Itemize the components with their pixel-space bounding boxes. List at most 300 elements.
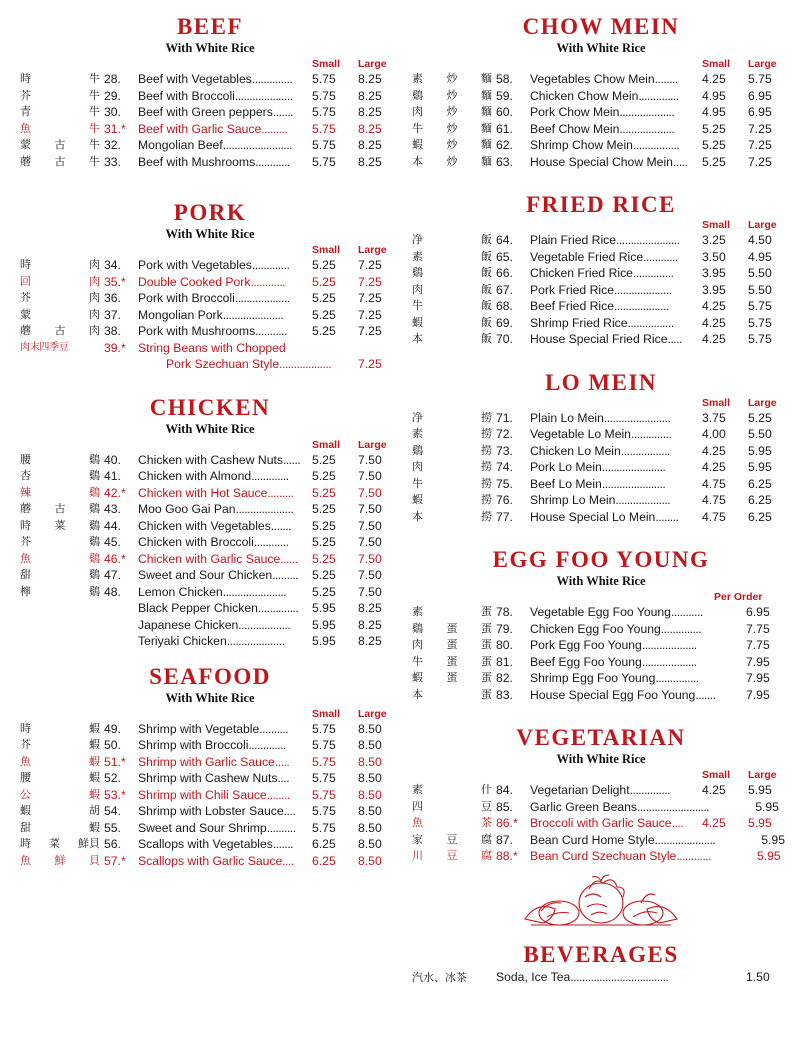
item-number: 53.*: [104, 787, 126, 802]
menu-item[interactable]: [412, 121, 790, 138]
menu-item[interactable]: [20, 274, 400, 291]
menu-item[interactable]: [412, 459, 790, 476]
section-title-chow-mein: CHOW MEIN: [522, 14, 680, 39]
price-header-small: Small: [312, 438, 341, 451]
price-large: 7.25: [358, 274, 382, 289]
price-large: 7.50: [358, 568, 382, 582]
item-name: Scallops with Garlic Sauce....: [138, 853, 294, 868]
chinese-name: 芥 牛: [20, 88, 100, 102]
item-number: 77.: [496, 509, 513, 524]
menu-item[interactable]: [412, 637, 790, 654]
item-number: 33.: [104, 154, 121, 169]
price-small: 5.25: [702, 138, 726, 152]
chinese-name: 杏 鷄: [20, 469, 100, 482]
price-header-small: Small: [702, 58, 731, 70]
price-small: 6.25: [312, 837, 336, 851]
chinese-name: 素 蛋: [412, 605, 492, 618]
menu-item[interactable]: [20, 633, 400, 650]
menu-item[interactable]: [412, 604, 790, 621]
price-large: 7.50: [358, 469, 382, 483]
menu-item[interactable]: [412, 621, 790, 638]
price-large: 7.50: [358, 452, 382, 467]
menu-item[interactable]: [412, 88, 790, 105]
menu-item[interactable]: [20, 803, 400, 820]
chinese-name: 素 什: [412, 783, 492, 796]
chinese-name: 蘑 古 鷄: [20, 502, 100, 515]
item-number: 88.*: [496, 849, 518, 863]
chinese-name: 牛 飯: [412, 299, 492, 312]
section-title-chicken: CHICKEN: [149, 394, 271, 420]
spacer: [412, 174, 790, 192]
menu-item[interactable]: [412, 654, 790, 671]
menu-item[interactable]: [20, 121, 400, 138]
price-small: 6.25: [312, 853, 336, 868]
price-small: 4.25: [702, 460, 726, 474]
price-small: 3.75: [702, 410, 726, 425]
price-small: 5.75: [312, 721, 336, 736]
item-number: 75.: [496, 476, 513, 491]
item-name: Shrimp Lo Mein...................: [530, 493, 671, 507]
item-name: House Special Chow Mein.....: [530, 154, 688, 169]
item-name: Double Cooked Pork............: [138, 274, 286, 289]
section-title-seafood: SEAFOOD: [149, 663, 271, 689]
spacer: [412, 707, 790, 725]
price-small: 5.25: [312, 307, 336, 322]
item-number: 50.: [104, 738, 121, 752]
menu-item[interactable]: [20, 600, 400, 617]
item-number: 64.: [496, 233, 513, 247]
menu-item[interactable]: [412, 848, 790, 865]
price-large: 6.25: [748, 476, 772, 491]
item-number: 35.*: [104, 274, 126, 289]
menu-item[interactable]: [412, 799, 790, 816]
menu-item[interactable]: [20, 340, 400, 357]
item-number: 45.: [104, 535, 121, 549]
item-name: Shrimp Chow Mein................: [530, 138, 680, 152]
section-subtitle-chicken: With White Rice: [165, 421, 255, 436]
menu-item[interactable]: [412, 154, 790, 171]
chinese-name: 家 豆 腐: [412, 832, 492, 846]
menu-items-pork: [20, 257, 400, 373]
item-number: 76.: [496, 493, 513, 507]
item-name: Beef with Mushrooms............: [138, 154, 290, 169]
price-large: 5.95: [748, 443, 772, 458]
menu-item[interactable]: [20, 71, 400, 88]
menu-item[interactable]: [412, 71, 790, 88]
menu-item[interactable]: [412, 443, 790, 460]
chinese-name: 檸 鷄: [20, 584, 100, 598]
price-small: 5.25: [312, 584, 336, 599]
price-large: 7.50: [358, 584, 382, 599]
spacer: [412, 529, 790, 547]
price-large: 6.25: [748, 509, 772, 524]
item-name: Beef Fried Rice...................: [530, 299, 669, 313]
price-large: 6.25: [748, 493, 772, 507]
menu-item[interactable]: [412, 232, 790, 249]
price-large: 8.25: [358, 617, 382, 632]
item-name: Shrimp Fried Rice................: [530, 315, 674, 330]
chinese-name: 肉 飯: [412, 282, 492, 296]
price: 1.50: [746, 969, 770, 984]
menu-item[interactable]: [20, 721, 400, 738]
menu-item[interactable]: [412, 782, 790, 799]
chinese-name: 鷄 炒 麵: [412, 88, 492, 102]
item-number: 58.: [496, 72, 513, 86]
item-name: Pork Egg Foo Young...................: [530, 638, 697, 652]
menu-item[interactable]: [20, 323, 400, 340]
section-egg-foo-young: [412, 547, 790, 703]
item-name: Plain Fried Rice......................: [530, 233, 680, 247]
price-small: 4.25: [702, 816, 726, 830]
menu-item[interactable]: [20, 154, 400, 171]
price-small: 4.25: [702, 783, 726, 797]
item-number: 72.: [496, 427, 513, 441]
menu-items-chicken: [20, 452, 400, 650]
chinese-name: 鷄 飯: [412, 266, 492, 279]
item-number: 28.: [104, 72, 121, 86]
menu-item[interactable]: [412, 331, 790, 348]
item-name: Beef Chow Mein...................: [530, 121, 675, 136]
price-large: 5.95: [756, 849, 781, 863]
menu-item[interactable]: [20, 290, 400, 307]
chinese-name: 魚 牛: [20, 121, 100, 135]
spacer: [20, 654, 400, 664]
chinese-name: 净 撈: [412, 410, 492, 424]
price-large: 8.50: [358, 804, 382, 818]
item-name: String Beans with Chopped: [138, 340, 286, 355]
item-number: 60.: [496, 105, 513, 119]
item-number: 61.: [496, 121, 513, 136]
item-number: 83.: [496, 687, 513, 702]
chinese-name: 本 炒 麵: [412, 154, 492, 168]
price-large: 8.50: [358, 738, 382, 752]
menu-item[interactable]: [412, 104, 790, 121]
menu-item[interactable]: [20, 307, 400, 324]
chinese-name: 肉 蛋 蛋: [412, 638, 492, 651]
item-name: Pork Fried Rice....................: [530, 282, 672, 297]
chinese-name: 芥 蝦: [20, 738, 100, 751]
menu-item[interactable]: [20, 534, 400, 551]
price-header-fried-rice: [412, 219, 790, 231]
price-small: 5.75: [312, 105, 336, 119]
menu-item[interactable]: [412, 509, 790, 526]
price-header-large: Large: [748, 58, 777, 70]
price-header-large: Large: [358, 244, 387, 256]
price-large: 8.50: [358, 837, 382, 851]
section-pork: [20, 200, 400, 373]
chinese-name: 公 蝦: [20, 787, 100, 801]
chinese-name: 甜 鷄: [20, 568, 100, 581]
price-header-large: Large: [748, 219, 777, 231]
price-small: 4.00: [702, 427, 726, 441]
item-number: 62.: [496, 138, 513, 152]
menu-item[interactable]: [412, 832, 790, 849]
item-number: 40.: [104, 452, 121, 467]
price-small: 5.25: [312, 485, 336, 500]
menu-item[interactable]: [20, 754, 400, 771]
menu-item[interactable]: [20, 518, 400, 535]
section-subtitle-pork: With White Rice: [165, 227, 255, 241]
price-large: 5.25: [748, 410, 772, 425]
menu-item[interactable]: [20, 770, 400, 787]
chinese-name: 蘑 古 牛: [20, 154, 100, 168]
menu-item[interactable]: [20, 551, 400, 568]
item-name: Shrimp with Chili Sauce........: [138, 787, 290, 802]
spacer: [20, 377, 400, 395]
price-small: 4.75: [702, 509, 726, 524]
price-small: 5.75: [312, 121, 336, 136]
chinese-name: 蝦 蛋 蛋: [412, 671, 492, 684]
menu-items-seafood: [20, 721, 400, 870]
chinese-name: 蝦 飯: [412, 315, 492, 329]
price-header-small: Small: [702, 219, 731, 231]
menu-item[interactable]: [20, 853, 400, 870]
chinese-name: 魚 鮮 貝: [20, 853, 100, 867]
price-small: 4.95: [702, 88, 726, 103]
price-large: 7.25: [358, 258, 382, 272]
menu-item[interactable]: [412, 687, 790, 704]
chinese-name: 腰 蝦: [20, 771, 100, 784]
menu-item[interactable]: [20, 617, 400, 634]
chinese-name: 素 炒 麵: [412, 72, 492, 85]
menu-item[interactable]: [20, 257, 400, 274]
price-large: 8.25: [358, 88, 382, 103]
item-name: Chicken with Cashew Nuts......: [138, 452, 301, 467]
menu-item[interactable]: [20, 452, 400, 469]
menu-item[interactable]: [20, 737, 400, 754]
price-large: 7.50: [358, 502, 382, 516]
price-large: 5.95: [761, 832, 785, 847]
chinese-name: 蝦 撈: [412, 493, 492, 506]
menu-items-lo-mein: [412, 410, 790, 526]
menu-items-vegetarian: [412, 782, 790, 865]
item-name: Vegetable Fried Rice............: [530, 249, 678, 264]
price-header-large: Large: [748, 769, 777, 781]
section-vegetarian: [412, 725, 790, 865]
price-small: 5.75: [312, 754, 336, 769]
menu-item[interactable]: [20, 836, 400, 853]
chinese-name: 魚 鷄: [20, 551, 100, 565]
menu-item[interactable]: [412, 670, 790, 687]
chinese-name: 青 牛: [20, 105, 100, 118]
menu-items-egg-foo-young: [412, 604, 790, 703]
price-small: 5.95: [312, 634, 336, 648]
price-large: 5.50: [748, 266, 772, 280]
chinese-name: 鷄 撈: [412, 443, 492, 457]
price-large: 8.50: [358, 853, 382, 868]
item-name: Vegetables Chow Mein........: [530, 72, 678, 86]
item-number: 71.: [496, 410, 513, 425]
item-name: Chicken Egg Foo Young..............: [530, 621, 702, 636]
price-large: 5.75: [748, 72, 772, 86]
price-header-pork: [20, 244, 400, 256]
price-small: 5.25: [312, 518, 336, 533]
item-name: Mongolian Beef........................: [138, 138, 292, 152]
price-large: 7.50: [358, 551, 382, 566]
menu-item[interactable]: [412, 969, 790, 986]
menu-item[interactable]: [412, 476, 790, 493]
item-name: Mongolian Pork.....................: [138, 307, 284, 322]
menu-item[interactable]: [412, 315, 790, 332]
menu-item[interactable]: [412, 265, 790, 282]
item-name: Beef Egg Foo Young...................: [530, 654, 697, 669]
section-subtitle-beef: With White Rice: [165, 41, 255, 55]
section-beverages: [412, 942, 790, 986]
price-small: 5.25: [312, 274, 336, 289]
price-large: 6.95: [748, 88, 772, 103]
item-name: Shrimp with Lobster Sauce....: [138, 804, 296, 818]
item-name: Chicken with Almond.............: [138, 469, 289, 483]
menu-item[interactable]: [412, 410, 790, 427]
chinese-name: 本 撈: [412, 509, 492, 523]
item-number: 46.*: [104, 551, 126, 566]
chinese-name: 肉 炒 麵: [412, 105, 492, 118]
price-per-order: 6.95: [746, 605, 770, 619]
menu-item[interactable]: [412, 815, 790, 832]
item-name: Chicken with Vegetables.......: [138, 518, 291, 533]
menu-item[interactable]: [20, 104, 400, 121]
section-subtitle-vegetarian: With White Rice: [556, 752, 646, 766]
price-small: 4.25: [702, 299, 726, 313]
price-small: 5.25: [312, 291, 336, 305]
menu-item[interactable]: [20, 584, 400, 601]
item-number: 78.: [496, 605, 513, 619]
section-title-beef: BEEF: [176, 14, 244, 39]
price-small: 5.75: [312, 787, 336, 802]
price-large: 8.50: [358, 721, 382, 736]
price-large: 6.95: [748, 105, 772, 119]
item-number: 84.: [496, 783, 513, 797]
menu-item[interactable]: [412, 249, 790, 266]
price-small: 5.75: [312, 771, 336, 785]
price-small: 5.75: [312, 88, 336, 103]
chinese-name: 净 飯: [412, 233, 492, 246]
item-number: 29.: [104, 88, 121, 103]
item-name: Beef with Garlic Sauce.........: [138, 121, 288, 136]
menu-item[interactable]: [412, 426, 790, 443]
price-header-small: Small: [312, 58, 341, 70]
price-small: 3.95: [702, 282, 726, 297]
price-large: 5.75: [748, 332, 772, 346]
item-number: 44.: [104, 518, 121, 533]
spacer: [412, 352, 790, 370]
price-small: 4.25: [702, 315, 726, 330]
spacer: [20, 174, 400, 200]
item-name: Chicken Lo Mein.................: [530, 443, 670, 458]
item-number: 49.: [104, 721, 121, 736]
price-large: 8.50: [358, 820, 382, 835]
item-name: Chicken Chow Mein..............: [530, 88, 679, 103]
chinese-name: 川 豆 腐: [412, 849, 492, 862]
menu-item[interactable]: [20, 820, 400, 837]
chinese-name: 牛 炒 麵: [412, 121, 492, 135]
item-name: House Special Egg Foo Young.......: [530, 687, 716, 702]
price-large: 5.75: [748, 299, 772, 313]
price-large: 7.25: [748, 121, 772, 136]
item-name: Vegetable Egg Foo Young...........: [530, 605, 703, 619]
menu-item[interactable]: [20, 787, 400, 804]
item-name: Beef Lo Mein......................: [530, 476, 666, 491]
chinese-name: 芥 鷄: [20, 535, 100, 548]
item-number: 43.: [104, 502, 121, 516]
chinese-name: 時 菜 鮮貝: [20, 837, 100, 850]
menu-items-beef: [20, 71, 400, 170]
price-small: 5.25: [702, 121, 726, 136]
menu-item[interactable]: [20, 501, 400, 518]
menu-item[interactable]: [412, 492, 790, 509]
price-large: 8.25: [358, 138, 382, 152]
section-title-beverages: BEVERAGES: [523, 941, 679, 967]
item-name: Sweet and Sour Shrimp..........: [138, 820, 296, 835]
price-small: 5.25: [312, 258, 336, 272]
item-number: 32.: [104, 138, 121, 152]
section-title-fried-rice: FRIED RICE: [526, 192, 676, 217]
section-chicken: [20, 395, 400, 650]
menu-item[interactable]: [20, 468, 400, 485]
price-large: 5.75: [748, 315, 772, 330]
price-large: 7.50: [358, 518, 382, 533]
price-small: 3.95: [702, 266, 726, 280]
item-number: 85.: [496, 799, 513, 814]
price-small: 5.75: [312, 72, 336, 86]
price-header-beef: [20, 58, 400, 70]
price-small: 3.50: [702, 249, 726, 264]
price-header-per-order: Per Order: [714, 591, 763, 603]
menu-item[interactable]: [412, 282, 790, 299]
item-number: 34.: [104, 258, 121, 272]
item-number: 70.: [496, 332, 513, 346]
price-large: 5.95: [748, 783, 772, 797]
price-small: 4.25: [702, 332, 726, 346]
price-small: 5.25: [312, 469, 336, 483]
menu-item[interactable]: [20, 567, 400, 584]
price-small: 5.25: [312, 452, 336, 467]
section-title-lo-mein: LO MEIN: [544, 369, 658, 395]
item-number: 68.: [496, 299, 513, 313]
section-title-pork: PORK: [173, 200, 247, 225]
price-large: 5.50: [748, 427, 772, 441]
price-small: 5.25: [312, 568, 336, 582]
item-number: 42.*: [104, 485, 126, 500]
menu-item[interactable]: [20, 88, 400, 105]
item-number: 38.: [104, 324, 121, 338]
chinese-name: 甜 蝦: [20, 820, 100, 834]
chinese-name: 芥 肉: [20, 291, 100, 304]
chinese-name: 時 蝦: [20, 721, 100, 735]
item-number: 80.: [496, 638, 513, 652]
price-large: 8.50: [358, 754, 382, 769]
item-name: Pork with Vegetables.............: [138, 258, 290, 272]
menu-item[interactable]: [20, 485, 400, 502]
chinese-name: 魚 蝦: [20, 754, 100, 768]
item-name: Teriyaki Chicken....................: [138, 634, 285, 648]
price-header-small: Small: [702, 769, 731, 781]
item-name: Chicken Fried Rice..............: [530, 266, 674, 280]
menu-item[interactable]: [412, 298, 790, 315]
price-header-vegetarian: [412, 769, 790, 781]
item-number: 73.: [496, 443, 513, 458]
price-header-small: Small: [312, 707, 341, 720]
menu-item[interactable]: [412, 137, 790, 154]
menu-item[interactable]: [20, 137, 400, 154]
price-header-seafood: [20, 708, 400, 720]
item-number: 54.: [104, 804, 121, 818]
price-per-order: 7.75: [746, 621, 770, 636]
item-name: Pork with Mushrooms...........: [138, 324, 287, 338]
price-large: 5.95: [748, 460, 772, 474]
price-large: 7.25: [358, 291, 382, 305]
price-large: 7.25: [748, 138, 772, 152]
